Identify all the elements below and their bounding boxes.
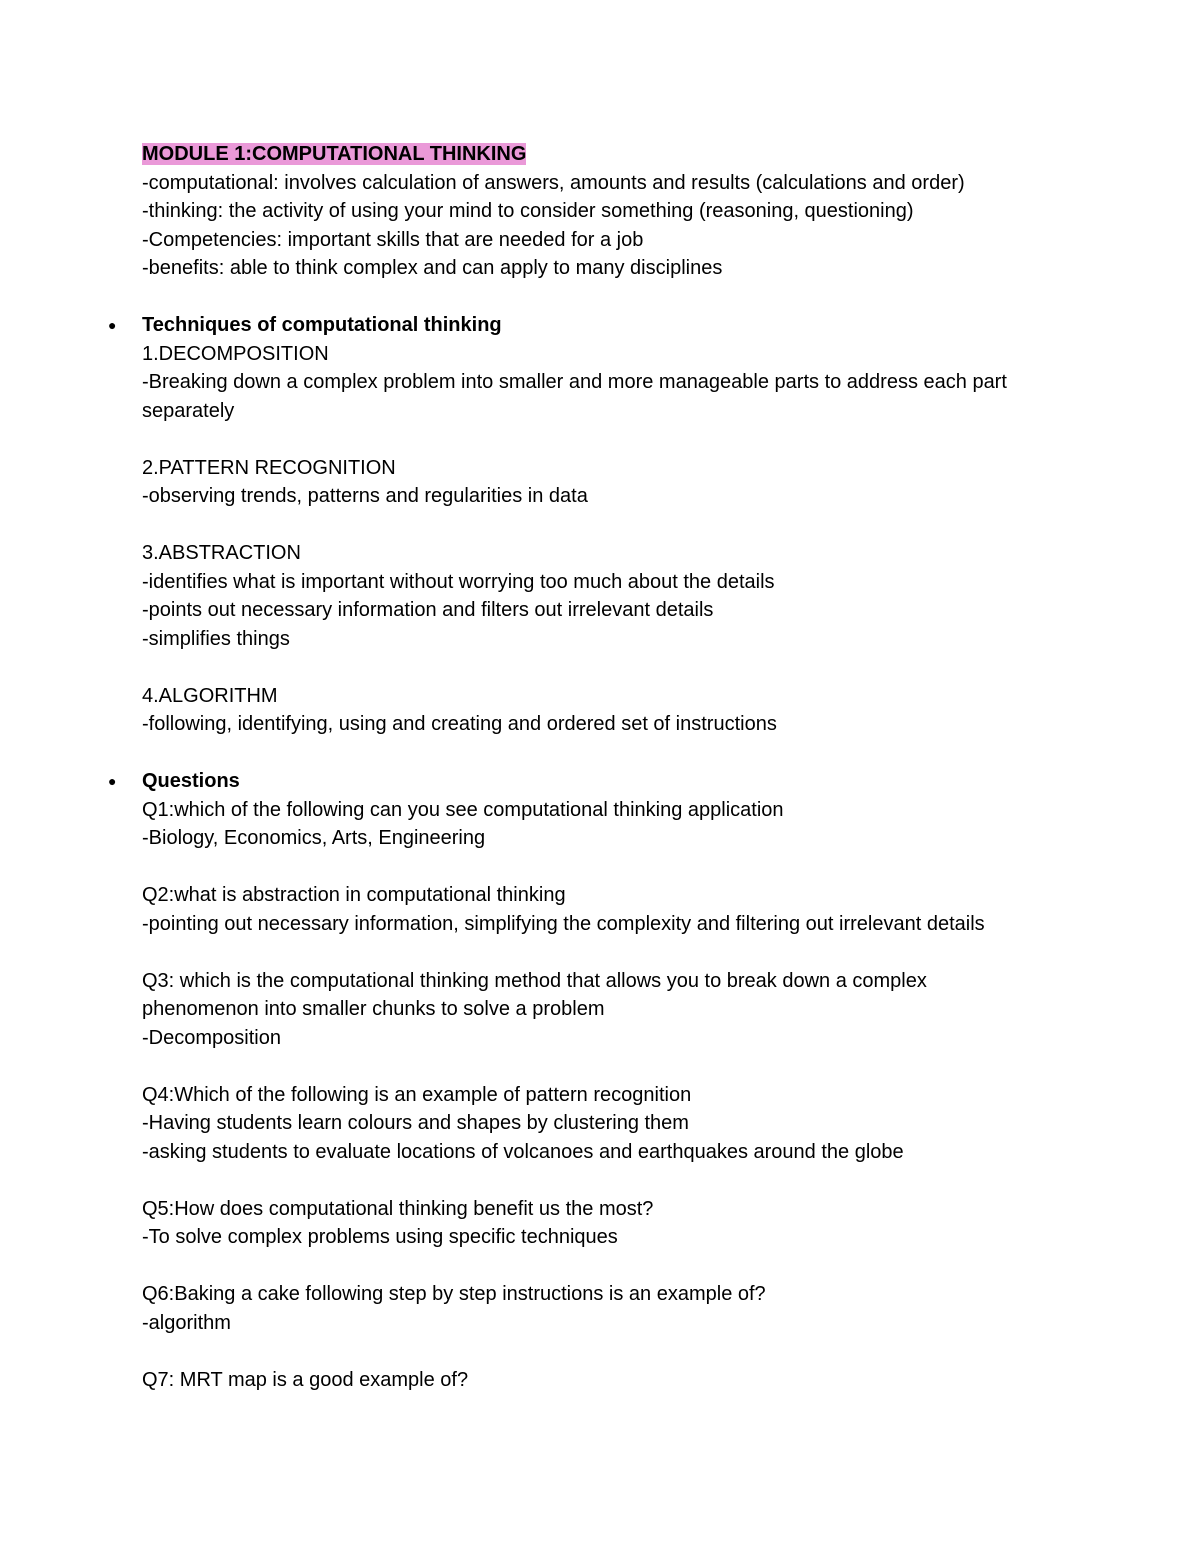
technique-pattern-desc: -observing trends, patterns and regularities in data: [142, 485, 588, 507]
question-1: Q1:which of the following can you see computational thinking application: [142, 798, 784, 821]
techniques-heading: [108, 311, 1082, 340]
module-title-line: [142, 140, 1082, 169]
spacer: [142, 1337, 1082, 1366]
questions-heading: [108, 767, 1082, 796]
intro-line-competencies: -Competencies: important skills that are needed for a job: [142, 228, 644, 251]
question-6: Q6:Baking a cake following step by step instructions is an example of?: [142, 1283, 766, 1305]
spacer: [142, 653, 1082, 682]
answer-3: -Decomposition: [142, 1026, 281, 1049]
answer-4-b: -asking students to evaluate locations of volcanoes and earthquakes around the globe: [142, 1140, 904, 1163]
spacer: [142, 425, 1082, 454]
spacer: [142, 938, 1082, 967]
spacer: [142, 853, 1082, 882]
questions-heading-text: Questions: [142, 770, 240, 792]
question-7: Q7: MRT map is a good example of?: [142, 1368, 469, 1391]
technique-algorithm-desc: -following, identifying, using and creating and ordered set of instructions: [142, 713, 777, 735]
techniques-heading-text: Techniques of computational thinking: [142, 314, 502, 336]
technique-abstraction-name: 3.ABSTRACTION: [142, 542, 301, 564]
technique-abstraction-desc-3: -simplifies things: [142, 627, 290, 650]
spacer: [142, 283, 1082, 312]
answer-6: -algorithm: [142, 1311, 231, 1334]
technique-decomposition-desc: -Breaking down a complex problem into smaller and more manageable parts to address each part separately: [142, 371, 1007, 422]
document-body: [108, 140, 1082, 1394]
intro-line-thinking: -thinking: the activity of using your mind to consider something (reasoning, questioning): [142, 200, 914, 222]
bullet-icon: ●: [108, 317, 117, 333]
module-title: MODULE 1:COMPUTATIONAL THINKING: [142, 143, 527, 165]
question-5: Q5:How does computational thinking benefit us the most?: [142, 1197, 654, 1220]
question-4: Q4:Which of the following is an example of pattern recognition: [142, 1083, 692, 1106]
spacer: [142, 1052, 1082, 1081]
intro-line-computational: -computational: involves calculation of answers, amounts and results (calculations and order): [142, 171, 965, 194]
answer-4-a: -Having students learn colours and shapes by clustering them: [142, 1112, 689, 1134]
question-3-line-2: phenomenon into smaller chunks to solve a problem: [142, 998, 605, 1020]
question-2: Q2:what is abstraction in computational thinking: [142, 884, 566, 906]
spacer: [142, 1166, 1082, 1195]
spacer: [142, 739, 1082, 768]
answer-1: -Biology, Economics, Arts, Engineering: [142, 827, 486, 849]
technique-abstraction-desc-2: -points out necessary information and filters out irrelevant details: [142, 599, 714, 621]
answer-5: -To solve complex problems using specific techniques: [142, 1226, 618, 1248]
bullet-icon: ●: [108, 773, 117, 789]
technique-pattern-name: 2.PATTERN RECOGNITION: [142, 456, 396, 479]
answer-2: -pointing out necessary information, simplifying the complexity and filtering out irrelevant details: [142, 912, 985, 935]
technique-abstraction-desc-1: -identifies what is important without worrying too much about the details: [142, 570, 775, 593]
question-3-line-1: Q3: which is the computational thinking method that allows you to break down a complex: [142, 969, 927, 992]
spacer: [142, 1252, 1082, 1281]
technique-decomposition-name: 1.DECOMPOSITION: [142, 342, 329, 365]
spacer: [142, 511, 1082, 540]
technique-algorithm-name: 4.ALGORITHM: [142, 684, 278, 707]
intro-line-benefits: -benefits: able to think complex and can apply to many disciplines: [142, 257, 723, 279]
